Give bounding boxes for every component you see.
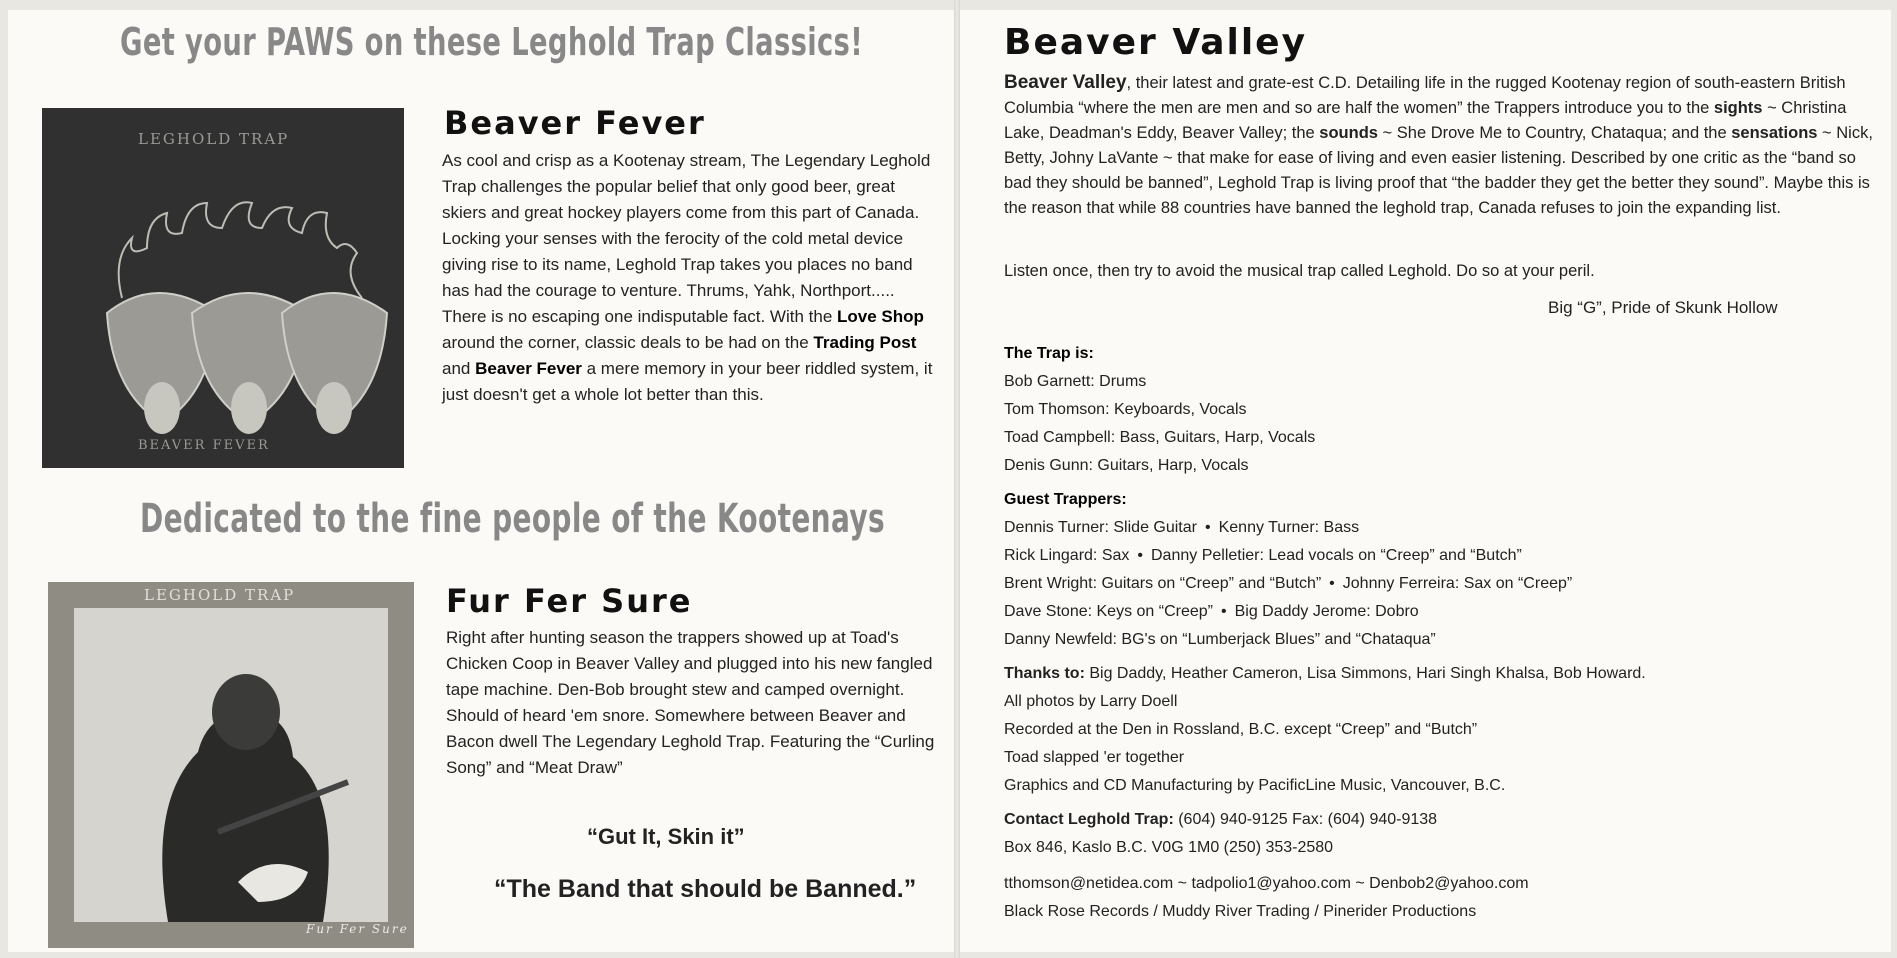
credit-line: All photos by Larry Doell	[1004, 693, 1178, 710]
bf-text-2: around the corner, classic deals to be had on the	[442, 333, 814, 352]
intro-text-c: ~ She Drove Me to Country, Chataqua; and the	[1377, 124, 1732, 142]
guest-line	[1004, 542, 1646, 570]
guest-line	[1004, 626, 1646, 654]
beaver-tails-icon	[42, 108, 404, 468]
guest-heading: Guest Trappers:	[1004, 491, 1127, 508]
email-line: tthomson@netidea.com ~ tadpolio1@yahoo.com ~ Denbob2@yahoo.com	[1004, 875, 1529, 892]
quote-gut-it: “Gut It, Skin it”	[587, 824, 745, 849]
bf-text-4: a mere memory in your beer riddled system, it just doesn't get a whole lot better than this.	[442, 359, 933, 404]
guest-line	[1004, 570, 1646, 598]
guest-entry: Danny Pelletier: Lead vocals on “Creep” and “Butch”	[1151, 547, 1522, 564]
beaver-valley-title: Beaver Valley	[1004, 22, 1308, 63]
beaver-valley-intro	[1004, 70, 1888, 221]
guest-entry: Rick Lingard: Sax	[1004, 547, 1130, 564]
beaver-fever-title: Beaver Fever	[444, 104, 706, 142]
credit-line: Graphics and CD Manufacturing by PacificLine Music, Vancouver, B.C.	[1004, 777, 1506, 794]
headline-classics: Get your PAWS on these Leghold Trap Classics!	[120, 20, 864, 64]
bullet-separator: •	[1204, 519, 1211, 536]
contact-label: Contact Leghold Trap:	[1004, 811, 1174, 828]
address-line: Box 846, Kaslo B.C. V0G 1M0 (250) 353-2580	[1004, 839, 1334, 856]
contact-line	[1004, 806, 1646, 834]
cover-album-title: BEAVER FEVER	[138, 438, 270, 453]
fur-fer-sure-description: Right after hunting season the trappers showed up at Toad's Chicken Coop in Beaver Valley and plugged into his new fangled tape machine. Den-Bob brought stew and camped overnight. Should of heard 'em snore. Somewhere between Beaver and Bacon dwell The Legendary Leghold Trap. Featuring the “Curling Song” and “Meat Draw”	[446, 628, 935, 777]
listen-line: Listen once, then try to avoid the musical trap called Leghold. Do so at your peril.	[1004, 262, 1595, 280]
credits-block	[1004, 340, 1646, 926]
bullet-separator: •	[1221, 603, 1227, 620]
guest-entry: Dennis Turner: Slide Guitar	[1004, 519, 1197, 536]
quote-band-banned: “The Band that should be Banned.”	[494, 875, 917, 903]
guest-entry: Kenny Turner: Bass	[1218, 519, 1360, 536]
thanks-text: Big Daddy, Heather Cameron, Lisa Simmons, Hari Singh Khalsa, Bob Howard.	[1084, 665, 1646, 682]
bullet-separator: •	[1329, 575, 1335, 592]
intro-bold-title: Beaver Valley	[1004, 72, 1127, 93]
bf-text-3: and	[442, 359, 476, 378]
intro-bold-sounds: sounds	[1319, 124, 1378, 142]
member-line: Toad Campbell: Bass, Guitars, Harp, Vocals	[1004, 429, 1316, 446]
cover-band-name: LEGHOLD TRAP	[138, 130, 290, 148]
beaver-fever-cover	[42, 108, 404, 468]
thanks-line	[1004, 660, 1646, 688]
credit-line: Toad slapped 'er together	[1004, 749, 1185, 766]
guest-entry: Dave Stone: Keys on “Creep”	[1004, 603, 1213, 620]
bf-bold-trading-post: Trading Post	[813, 333, 917, 352]
signature: Big “G”, Pride of Skunk Hollow	[1548, 298, 1778, 317]
member-line: Bob Garnett: Drums	[1004, 373, 1147, 390]
guest-line	[1004, 598, 1646, 626]
bullet-separator: •	[1137, 547, 1143, 564]
bf-bold-beaver-fever: Beaver Fever	[475, 359, 582, 378]
bf-text-1: As cool and crisp as a Kootenay stream, The Legendary Leghold Trap challenges the popular belief that only good beer, great skiers and great hockey players come from this part of Canada. Locking your senses with the ferocity of the cold metal device giving rise to its name, Leghold Trap takes you places no band has had the courage to venture. Thrums, Yahk, Northport..... There is no escaping one indisputable fact. With the	[442, 151, 931, 326]
guest-entry: Danny Newfeld: BG's on “Lumberjack Blues” and “Chataqua”	[1004, 631, 1436, 648]
trapper-figure-icon	[48, 582, 414, 948]
guest-entry: Big Daddy Jerome: Dobro	[1234, 603, 1419, 620]
member-line: Tom Thomson: Keyboards, Vocals	[1004, 401, 1247, 418]
fur-fer-sure-title: Fur Fer Sure	[446, 582, 693, 620]
cover2-band-name: LEGHOLD TRAP	[144, 586, 296, 604]
guest-entry: Brent Wright: Guitars on “Creep” and “Butch”	[1004, 575, 1322, 592]
fur-fer-sure-cover	[48, 582, 414, 948]
intro-bold-sensations: sensations	[1731, 124, 1818, 142]
guest-line	[1004, 514, 1646, 542]
trap-heading: The Trap is:	[1004, 345, 1094, 362]
member-line: Denis Gunn: Guitars, Harp, Vocals	[1004, 457, 1249, 474]
intro-bold-sights: sights	[1713, 99, 1763, 117]
cover2-album-title: Fur Fer Sure	[306, 922, 409, 936]
credit-line: Recorded at the Den in Rossland, B.C. except “Creep” and “Butch”	[1004, 721, 1478, 738]
guest-entry: Johnny Ferreira: Sax on “Creep”	[1342, 575, 1573, 592]
headline-dedication: Dedicated to the fine people of the Kootenays	[140, 496, 885, 542]
intro-text-d: ~ Nick, Betty, Johny LaVante ~ that make for ease of living and even easier listening. Described by one critic as the “band so bad they should be banned”, Leghold Trap is living proof that “the badder they get the better they sound”. Maybe this is the reason that while 88 countries have banned the leghold trap, Canada refuses to join the expanding list.	[1004, 124, 1873, 217]
intro-text-b: ~ Christina Lake, Deadman's Eddy, Beaver Valley; the	[1004, 99, 1847, 142]
beaver-fever-description	[442, 148, 942, 408]
contact-phone: (604) 940-9125 Fax: (604) 940-9138	[1173, 811, 1438, 828]
intro-text-a: , their latest and grate-est C.D. Detailing life in the rugged Kootenay region of south-eastern British Columbia “where the men are men and so are half the women” the Trappers introduce you to the	[1004, 74, 1846, 117]
thanks-label: Thanks to:	[1004, 665, 1085, 682]
labels-line: Black Rose Records / Muddy River Trading / Pinerider Productions	[1004, 903, 1477, 920]
bf-bold-love-shop: Love Shop	[837, 307, 924, 326]
